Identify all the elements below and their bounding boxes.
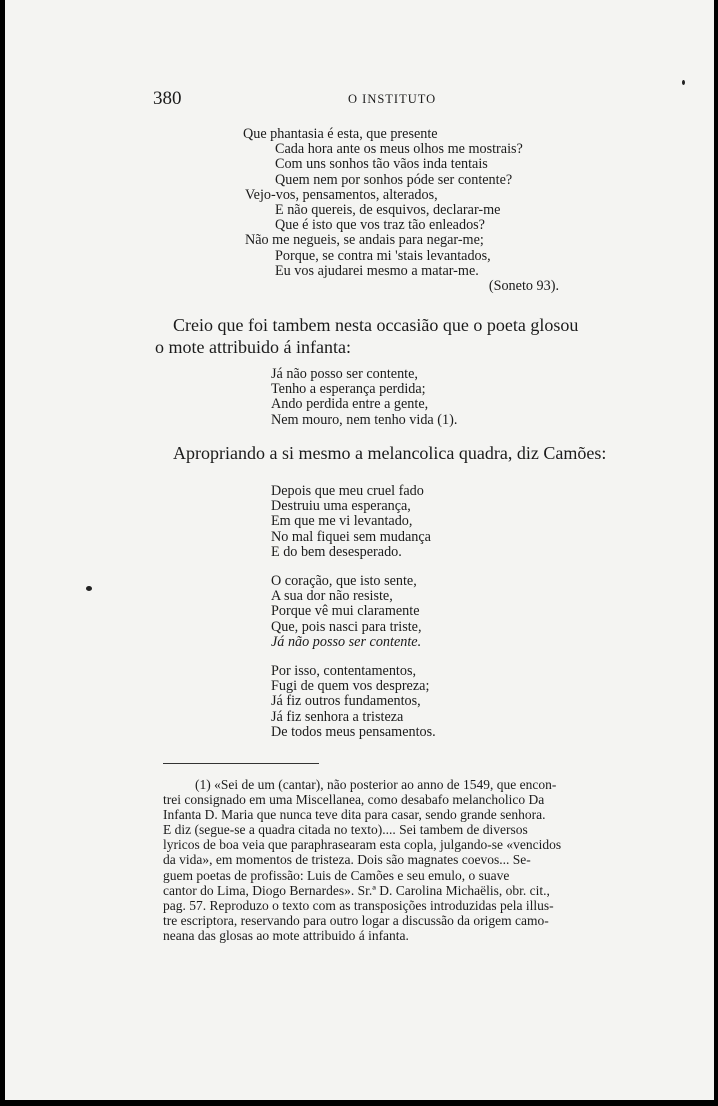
verse-line: Quem nem por sonhos póde ser contente? xyxy=(275,171,513,188)
verse-line: Já não posso ser contente, xyxy=(271,366,418,382)
verse-line: Que é isto que vos traz tão enleados? xyxy=(275,217,485,234)
verse-line: Que, pois nasci para triste, xyxy=(271,618,422,635)
page-header xyxy=(153,88,573,112)
page-number: 380 xyxy=(153,88,182,109)
verse-line: A sua dor não resiste, xyxy=(271,588,393,605)
verse-line: Ando perdida entre a gente, xyxy=(271,396,429,413)
verse-line: Que phantasia é esta, que presente xyxy=(243,126,438,142)
paragraph-camoes xyxy=(173,442,643,464)
footnote-line: tre escriptora, reservando para outro logar a discussão da origem camo- xyxy=(163,912,549,928)
verse-line: Destruiu uma esperança, xyxy=(271,498,411,515)
verse-line: E não quereis, de esquivos, declarar-me xyxy=(275,202,501,219)
footnote-line: guem poetas de profissão: Luis de Camões e seu emulo, o suave xyxy=(163,867,510,883)
verse-line: Porque vê mui claramente xyxy=(271,603,420,620)
mote-quatrain xyxy=(271,367,531,428)
glosa-poem xyxy=(271,484,531,740)
footnote-line: cantor do Lima, Diogo Bernardes». Sr.ª D. Carolina Michaëlis, obr. cit., xyxy=(163,882,550,898)
verse-refrain: Já não posso ser contente. xyxy=(271,633,422,650)
verse-line: Porque, se contra mi 'stais levantados, xyxy=(275,247,491,264)
verse-line: Tenho a esperança perdida; xyxy=(271,381,426,398)
verse-line: E do bem desesperado. xyxy=(271,543,402,560)
paragraph-intro xyxy=(155,314,635,358)
footnote-line: neana das glosas ao mote attribuido á infanta. xyxy=(163,927,409,943)
verse-line: Com uns sonhos tão vãos inda tentais xyxy=(275,156,488,173)
sonnet-quote xyxy=(243,127,573,294)
footnote-line: trei consignado em uma Miscellanea, como desabafo melancholico Da xyxy=(163,792,545,808)
verse-line: Em que me vi levantado, xyxy=(271,513,413,530)
footnote-separator xyxy=(163,763,319,764)
scan-speck xyxy=(682,80,685,85)
scan-speck xyxy=(86,586,92,591)
footnote-line: E diz (segue-se a quadra citada no texto).... Sei tambem de diversos xyxy=(163,822,528,838)
verse-line: Depois que meu cruel fado xyxy=(271,483,424,499)
verse-line: De todos meus pensamentos. xyxy=(271,723,436,740)
footnote-line: Infanta D. Maria que nunca teve dita para casar, sendo grande senhora. xyxy=(163,807,546,823)
footnote xyxy=(163,777,703,943)
verse-line: No mal fiquei sem mudança xyxy=(271,528,431,545)
verse-line: Cada hora ante os meus olhos me mostrais? xyxy=(275,141,523,158)
paragraph-line: o mote attribuido á infanta: xyxy=(155,337,351,357)
footnote-line: lyricos de boa veia que paraphrasearam esta copla, julgando-se «vencidos xyxy=(163,837,562,853)
verse-line: Nem mouro, nem tenho vida (1). xyxy=(271,411,458,428)
footnote-line: pag. 57. Reproduzo o texto com as transposições introduzidas pela illus- xyxy=(163,897,554,913)
verse-line: Já fiz senhora a tristeza xyxy=(271,708,404,725)
verse-line: Eu vos ajudarei mesmo a matar-me. xyxy=(275,262,479,279)
verse-line: O coração, que isto sente, xyxy=(271,573,417,590)
paragraph-line: Creio que foi tambem nesta occasião que o poeta glosou xyxy=(173,315,579,335)
footnote-line: (1) «Sei de um (cantar), não posterior ao anno de 1549, que encon- xyxy=(195,777,557,792)
verse-line: Vejo-vos, pensamentos, alterados, xyxy=(245,186,438,203)
verse-line: Não me negueis, se andais para negar-me; xyxy=(245,232,484,249)
book-page xyxy=(5,0,714,1100)
verse-line: Já fiz outros fundamentos, xyxy=(271,693,421,710)
paragraph-line: Apropriando a si mesmo a melancolica quadra, diz Camões: xyxy=(173,443,607,463)
sonnet-source: (Soneto 93). xyxy=(488,278,559,295)
verse-line: Por isso, contentamentos, xyxy=(271,663,417,680)
verse-line: Fugi de quem vos despreza; xyxy=(271,678,430,695)
footnote-line: da vida», em momentos de tristeza. Dois são magnates coevos... Se- xyxy=(163,852,531,868)
running-title: O INSTITUTO xyxy=(348,92,437,106)
